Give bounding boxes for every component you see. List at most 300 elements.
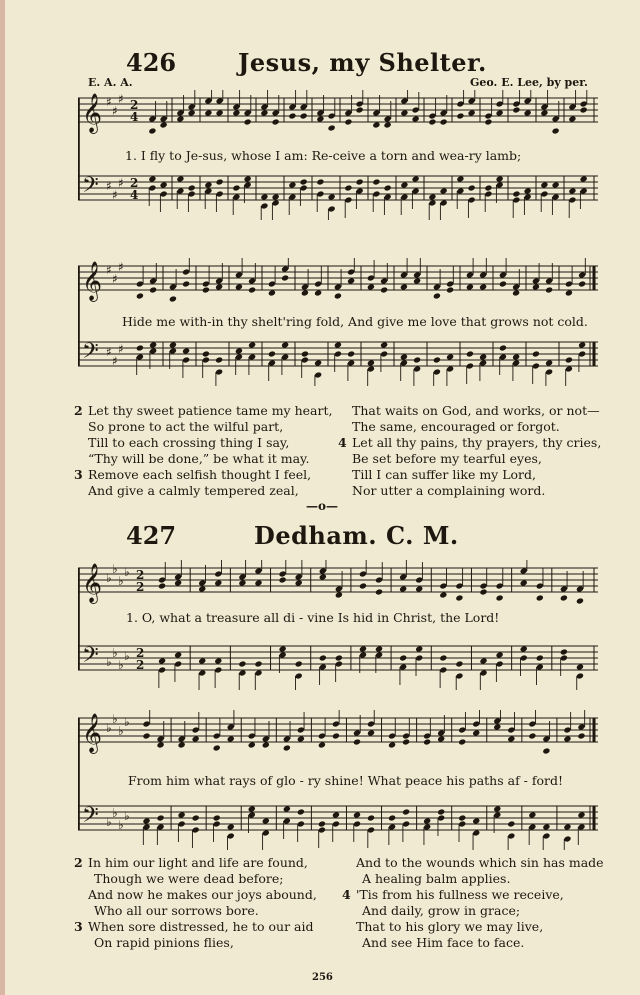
- verse-number: 4: [338, 435, 347, 450]
- verse-line: [338, 403, 601, 419]
- verse-text: And daily, grow in grace;: [362, 903, 521, 918]
- verse-text: Be set before my tearful eyes,: [352, 451, 542, 466]
- note-head: [433, 356, 441, 363]
- note-head: [423, 817, 431, 824]
- note-head: [512, 190, 520, 197]
- note-head: [335, 591, 343, 598]
- verse-line: [74, 871, 317, 887]
- note-head: [446, 286, 454, 293]
- verse-line: [74, 403, 332, 419]
- note-head: [356, 178, 364, 185]
- note-head: [496, 109, 504, 116]
- key-signature-treble: ♭: [112, 562, 118, 576]
- hymn-427-lyric-line-1: 1. O, what a treasure all di - vine Is hid in Christ, the Lord!: [126, 610, 500, 625]
- note-head: [178, 811, 186, 818]
- hymn-number-426: 426: [126, 48, 177, 77]
- note-head: [216, 178, 224, 185]
- key-signature-treble: ♭: [118, 724, 124, 738]
- note-head: [279, 645, 287, 652]
- verse-text: Remove each selfish thought I feel,: [88, 467, 312, 482]
- note-head: [202, 350, 210, 357]
- note-head: [456, 175, 464, 182]
- note-head: [319, 654, 327, 661]
- note-head: [283, 805, 291, 812]
- verse-text: On rapid pinions flies,: [94, 935, 234, 950]
- note-head: [428, 193, 436, 200]
- key-signature-treble: ♯: [106, 95, 112, 109]
- note-head: [484, 118, 492, 125]
- note-head: [536, 594, 544, 601]
- note-head: [400, 181, 408, 188]
- note-head: [552, 127, 560, 134]
- key-signature-bass: ♯: [118, 176, 124, 190]
- note-head: [148, 175, 156, 182]
- note-head: [568, 187, 576, 194]
- note-head: [169, 295, 177, 302]
- note-head: [359, 582, 367, 589]
- note-head: [174, 651, 182, 658]
- key-signature-bass: ♯: [106, 345, 112, 359]
- note-head: [400, 109, 408, 116]
- verse-line: [74, 903, 317, 919]
- verse-line: [342, 903, 604, 919]
- note-head: [367, 729, 375, 736]
- note-head: [479, 353, 487, 360]
- note-head: [568, 115, 576, 122]
- note-head: [301, 350, 309, 357]
- note-head: [367, 814, 375, 821]
- note-head: [372, 121, 380, 128]
- note-head: [479, 588, 487, 595]
- note-head: [507, 735, 515, 742]
- note-head: [512, 106, 520, 113]
- hymn-426-verses-left: [74, 403, 332, 499]
- verse-text: Though we were dead before;: [94, 871, 284, 886]
- note-head: [301, 289, 309, 296]
- note-head: [524, 187, 532, 194]
- note-head: [188, 184, 196, 191]
- note-head: [493, 723, 501, 730]
- verse-text: Who all our sorrows bore.: [94, 903, 259, 918]
- hymn-427-verses-left: [74, 855, 317, 951]
- note-head: [552, 181, 560, 188]
- note-head: [188, 109, 196, 116]
- note-head: [375, 645, 383, 652]
- verse-text: Let thy sweet patience tame my heart,: [88, 403, 333, 418]
- note-head: [499, 280, 507, 287]
- note-head: [318, 741, 326, 748]
- note-head: [238, 660, 246, 667]
- hymn-title-427: Dedham. C. M.: [254, 521, 459, 550]
- time-signature-top: 2: [130, 176, 139, 190]
- note-head: [399, 585, 407, 592]
- note-head: [215, 356, 223, 363]
- time-signature-bottom: 4: [130, 188, 139, 202]
- note-head: [563, 735, 571, 742]
- note-head: [300, 112, 308, 119]
- note-head: [344, 118, 352, 125]
- note-head: [202, 286, 210, 293]
- note-head: [248, 286, 256, 293]
- key-signature-treble: ♭: [118, 574, 124, 588]
- note-head: [399, 654, 407, 661]
- note-head: [332, 732, 340, 739]
- note-head: [347, 277, 355, 284]
- note-head: [479, 657, 487, 664]
- note-head: [560, 648, 568, 655]
- note-head: [402, 808, 410, 815]
- key-signature-bass: ♯: [112, 354, 118, 368]
- verse-text: And now he makes our joys abound,: [88, 887, 317, 902]
- note-head: [157, 814, 165, 821]
- note-head: [238, 579, 246, 586]
- key-signature-bass: ♭: [118, 658, 124, 672]
- verse-line: [74, 451, 332, 467]
- note-head: [182, 280, 190, 287]
- note-head: [334, 292, 342, 299]
- note-head: [136, 292, 144, 299]
- bass-clef: 𝄢: [82, 339, 99, 369]
- bass-clef: 𝄢: [82, 173, 99, 203]
- verse-number: 2: [74, 403, 83, 418]
- verse-text: And give a calmly tempered zeal,: [88, 483, 299, 498]
- note-head: [142, 817, 150, 824]
- note-head: [412, 175, 420, 182]
- note-head: [356, 106, 364, 113]
- note-head: [272, 193, 280, 200]
- note-head: [520, 645, 528, 652]
- bass-clef: 𝄢: [82, 803, 99, 833]
- note-head: [423, 738, 431, 745]
- hymn-426-verses-right: [338, 403, 601, 499]
- verse-line: [342, 919, 604, 935]
- key-signature-treble: ♯: [112, 104, 118, 118]
- note-head: [214, 657, 222, 664]
- note-head: [577, 732, 585, 739]
- note-head: [468, 109, 476, 116]
- note-head: [545, 286, 553, 293]
- note-head: [542, 823, 550, 830]
- note-head: [268, 289, 276, 296]
- note-head: [174, 579, 182, 586]
- note-head: [528, 732, 536, 739]
- verse-line: [338, 451, 601, 467]
- verse-text: A healing balm applies.: [362, 871, 511, 886]
- note-head: [347, 350, 355, 357]
- verse-text: Till I can suffer like my Lord,: [352, 467, 536, 482]
- note-head: [244, 175, 252, 182]
- note-head: [283, 744, 291, 751]
- note-head: [178, 741, 186, 748]
- verse-number: 3: [74, 467, 83, 482]
- note-head: [148, 127, 156, 134]
- note-head: [260, 109, 268, 116]
- note-head: [565, 356, 573, 363]
- note-head: [248, 805, 256, 812]
- note-head: [328, 193, 336, 200]
- key-signature-treble: ♯: [112, 272, 118, 286]
- note-head: [295, 660, 303, 667]
- note-head: [512, 289, 520, 296]
- note-head: [484, 184, 492, 191]
- verse-text: When sore distressed, he to our aid: [88, 919, 314, 934]
- key-signature-treble: ♭: [124, 715, 130, 729]
- note-head: [440, 118, 448, 125]
- hymn-427-verses-right: [342, 855, 604, 951]
- note-head: [232, 184, 240, 191]
- verse-text: 'Tis from his fullness we receive,: [356, 887, 564, 902]
- note-head: [297, 735, 305, 742]
- hymn-426-lyric-line-2: Hide me with-in thy shelt'ring fold, And give me love that grows not cold.: [122, 314, 588, 329]
- verse-line: [74, 919, 317, 935]
- note-head: [359, 645, 367, 652]
- note-head: [428, 118, 436, 125]
- verse-text: Nor utter a complaining word.: [352, 483, 546, 498]
- note-head: [413, 356, 421, 363]
- verse-number: 4: [342, 887, 351, 902]
- verse-text: “Thy will be done,” be what it may.: [88, 451, 310, 466]
- note-head: [384, 121, 392, 128]
- note-head: [235, 283, 243, 290]
- hymn-426-credit-right: Geo. E. Lee, by per.: [470, 76, 588, 89]
- verse-text: And see Him face to face.: [362, 935, 525, 950]
- note-head: [578, 280, 586, 287]
- note-head: [204, 109, 212, 116]
- note-head: [524, 109, 532, 116]
- page-number: 256: [312, 972, 333, 983]
- hymn-426-credit-left: E. A. A.: [88, 76, 133, 89]
- note-head: [496, 175, 504, 182]
- verse-line: [74, 855, 317, 871]
- note-head: [260, 193, 268, 200]
- note-head: [468, 184, 476, 191]
- note-head: [297, 808, 305, 815]
- note-head: [213, 744, 221, 751]
- treble-clef: 𝄞: [82, 93, 103, 133]
- note-head: [244, 118, 252, 125]
- note-head: [281, 341, 289, 348]
- note-head: [157, 741, 165, 748]
- note-head: [520, 579, 528, 586]
- note-head: [578, 341, 586, 348]
- note-head: [400, 353, 408, 360]
- note-head: [466, 283, 474, 290]
- note-head: [214, 579, 222, 586]
- note-head: [192, 814, 200, 821]
- note-head: [540, 109, 548, 116]
- note-head: [415, 585, 423, 592]
- note-head: [456, 112, 464, 119]
- hymn-427-system-1: [78, 560, 598, 690]
- hymn-number-427: 427: [126, 521, 177, 550]
- note-head: [384, 184, 392, 191]
- note-head: [248, 341, 256, 348]
- verse-line: [74, 467, 332, 483]
- verse-line: [74, 435, 332, 451]
- note-head: [415, 645, 423, 652]
- note-head: [388, 741, 396, 748]
- note-head: [262, 741, 270, 748]
- key-signature-bass: ♭: [118, 818, 124, 832]
- key-signature-bass: ♭: [106, 815, 112, 829]
- note-head: [380, 286, 388, 293]
- verse-text: That waits on God, and works, or not—: [352, 403, 600, 418]
- key-signature-bass: ♭: [124, 649, 130, 663]
- note-head: [160, 121, 168, 128]
- note-head: [268, 350, 276, 357]
- note-head: [507, 820, 515, 827]
- note-head: [300, 178, 308, 185]
- note-head: [499, 344, 507, 351]
- verse-line: [338, 419, 601, 435]
- verse-number: 3: [74, 919, 83, 934]
- note-head: [458, 738, 466, 745]
- key-signature-treble: ♯: [118, 260, 124, 274]
- note-head: [353, 811, 361, 818]
- key-signature-treble: ♭: [106, 571, 112, 585]
- note-head: [402, 738, 410, 745]
- note-head: [412, 115, 420, 122]
- note-head: [192, 735, 200, 742]
- verse-line: [74, 419, 332, 435]
- note-head: [332, 811, 340, 818]
- note-head: [388, 814, 396, 821]
- note-head: [466, 350, 474, 357]
- note-head: [580, 175, 588, 182]
- note-head: [536, 654, 544, 661]
- note-head: [400, 283, 408, 290]
- treble-clef: 𝄞: [82, 713, 103, 753]
- verse-number: 2: [74, 855, 83, 870]
- note-head: [446, 353, 454, 360]
- note-head: [576, 597, 584, 604]
- note-head: [182, 347, 190, 354]
- note-head: [344, 184, 352, 191]
- note-head: [532, 283, 540, 290]
- note-head: [493, 805, 501, 812]
- key-signature-bass: ♯: [106, 179, 112, 193]
- key-signature-treble: ♭: [112, 712, 118, 726]
- note-head: [198, 585, 206, 592]
- verse-line: [74, 887, 317, 903]
- note-head: [149, 341, 157, 348]
- note-head: [540, 181, 548, 188]
- note-head: [542, 747, 550, 754]
- key-signature-treble: ♯: [106, 263, 112, 277]
- note-head: [213, 814, 221, 821]
- treble-clef: 𝄞: [82, 563, 103, 603]
- note-head: [176, 175, 184, 182]
- note-head: [248, 741, 256, 748]
- note-head: [319, 573, 327, 580]
- note-head: [455, 660, 463, 667]
- note-head: [254, 660, 262, 667]
- verse-line: [342, 887, 604, 903]
- note-head: [314, 359, 322, 366]
- verse-text: The same, encouraged or forgot.: [352, 419, 560, 434]
- note-head: [472, 729, 480, 736]
- note-head: [262, 817, 270, 824]
- verse-line: [338, 435, 601, 451]
- note-head: [215, 283, 223, 290]
- note-head: [158, 582, 166, 589]
- note-head: [176, 115, 184, 122]
- verse-text: Till to each crossing thing I say,: [88, 435, 290, 450]
- note-head: [496, 594, 504, 601]
- note-head: [279, 576, 287, 583]
- note-head: [437, 735, 445, 742]
- verse-line: [74, 483, 332, 499]
- note-head: [528, 811, 536, 818]
- verse-text: In him our light and life are found,: [88, 855, 308, 870]
- note-head: [142, 732, 150, 739]
- key-signature-bass: ♭: [112, 646, 118, 660]
- note-head: [198, 657, 206, 664]
- note-head: [439, 591, 447, 598]
- note-head: [288, 112, 296, 119]
- hymn-426-lyric-line-1: 1. I fly to Je-sus, whose I am: Re-ceive a torn and wea-ry lamb;: [125, 148, 522, 163]
- note-head: [563, 823, 571, 830]
- note-head: [335, 654, 343, 661]
- note-head: [433, 292, 441, 299]
- note-head: [380, 341, 388, 348]
- note-head: [532, 350, 540, 357]
- note-head: [367, 283, 375, 290]
- note-head: [316, 115, 324, 122]
- note-head: [204, 181, 212, 188]
- hymn-427-lyric-line-2: From him what rays of glo - ry shine! What peace his paths af - ford!: [128, 773, 564, 788]
- note-head: [455, 594, 463, 601]
- time-signature-bottom: 4: [130, 110, 139, 124]
- note-head: [413, 277, 421, 284]
- verse-text: Let all thy pains, thy prayers, thy cries,: [352, 435, 602, 450]
- verse-line: [338, 467, 601, 483]
- hymn-separator: —o—: [306, 499, 339, 513]
- page-edge: [0, 0, 5, 995]
- verse-line: [342, 935, 604, 951]
- key-signature-bass: ♭: [124, 809, 130, 823]
- verse-line: [342, 871, 604, 887]
- note-head: [580, 106, 588, 113]
- note-head: [328, 124, 336, 131]
- note-head: [545, 359, 553, 366]
- note-head: [216, 109, 224, 116]
- verse-text: And to the wounds which sin has made: [356, 855, 604, 870]
- hymn-title-426: Jesus, my Shelter.: [238, 48, 487, 77]
- key-signature-treble: ♭: [106, 721, 112, 735]
- note-head: [316, 178, 324, 185]
- note-head: [281, 274, 289, 281]
- note-head: [512, 353, 520, 360]
- note-head: [136, 344, 144, 351]
- note-head: [437, 808, 445, 815]
- note-head: [496, 651, 504, 658]
- key-signature-bass: ♭: [112, 806, 118, 820]
- note-head: [169, 341, 177, 348]
- note-head: [576, 663, 584, 670]
- note-head: [439, 654, 447, 661]
- time-signature-bottom: 2: [136, 580, 145, 594]
- note-head: [254, 579, 262, 586]
- note-head: [232, 109, 240, 116]
- note-head: [353, 738, 361, 745]
- verse-line: [74, 935, 317, 951]
- time-signature-bottom: 2: [136, 658, 145, 672]
- verse-text: So prone to act the wilful part,: [88, 419, 284, 434]
- note-head: [318, 820, 326, 827]
- verse-line: [342, 855, 604, 871]
- note-head: [560, 594, 568, 601]
